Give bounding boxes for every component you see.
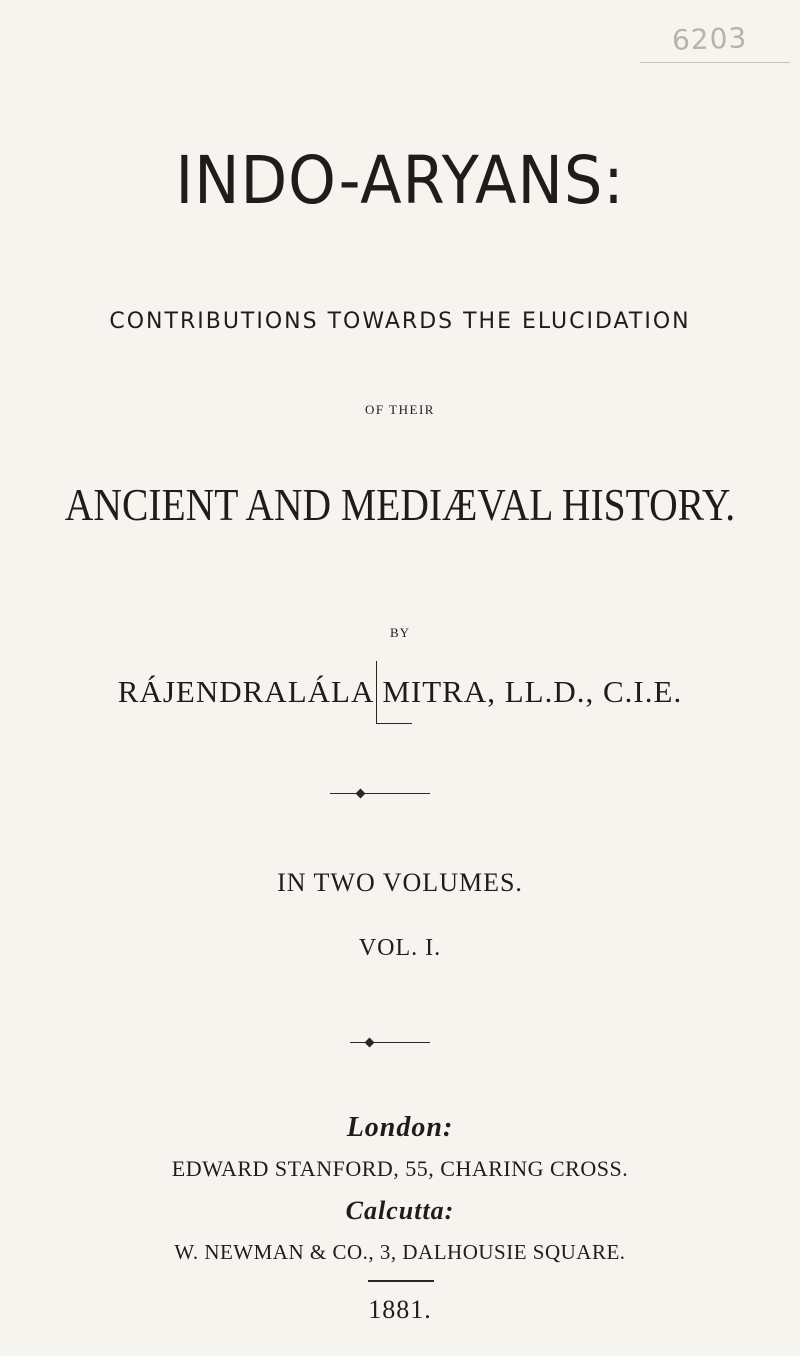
ornamental-rule-lower <box>350 1042 430 1043</box>
rule-diamond <box>356 789 366 799</box>
year-rule <box>368 1280 434 1282</box>
imprint-city-london: London: <box>346 1112 454 1143</box>
author-family-name: MITRA, LL.D., C.I.E. <box>382 674 683 709</box>
shelfmark-underline <box>640 62 790 63</box>
imprint-city-calcutta: Calcutta: <box>345 1196 455 1225</box>
book-title: INDO-ARYANS: <box>175 142 625 219</box>
imprint-publisher-london: EDWARD STANFORD, 55, CHARING CROSS. <box>171 1156 629 1181</box>
by-line: BY <box>389 625 411 640</box>
author-bracket-mark <box>374 701 382 702</box>
shelfmark-handwritten: 6203 <box>671 21 748 57</box>
subtitle-line-1: CONTRIBUTIONS TOWARDS THE ELUCIDATION <box>109 309 691 334</box>
imprint-publisher-calcutta: W. NEWMAN & CO., 3, DALHOUSIE SQUARE. <box>174 1240 626 1264</box>
author-name <box>0 674 800 710</box>
volume-number: VOL. I. <box>358 935 442 961</box>
subtitle-connector: OF THEIR <box>365 402 435 417</box>
rule-diamond <box>365 1038 375 1048</box>
volumes-note: IN TWO VOLUMES. <box>277 868 523 897</box>
subtitle-line-2: ANCIENT AND MEDIÆVAL HISTORY. <box>64 479 736 530</box>
ornamental-rule-upper <box>330 793 430 794</box>
publication-year: 1881. <box>368 1295 432 1324</box>
author-given-name: RÁJENDRALÁLA <box>117 674 375 709</box>
